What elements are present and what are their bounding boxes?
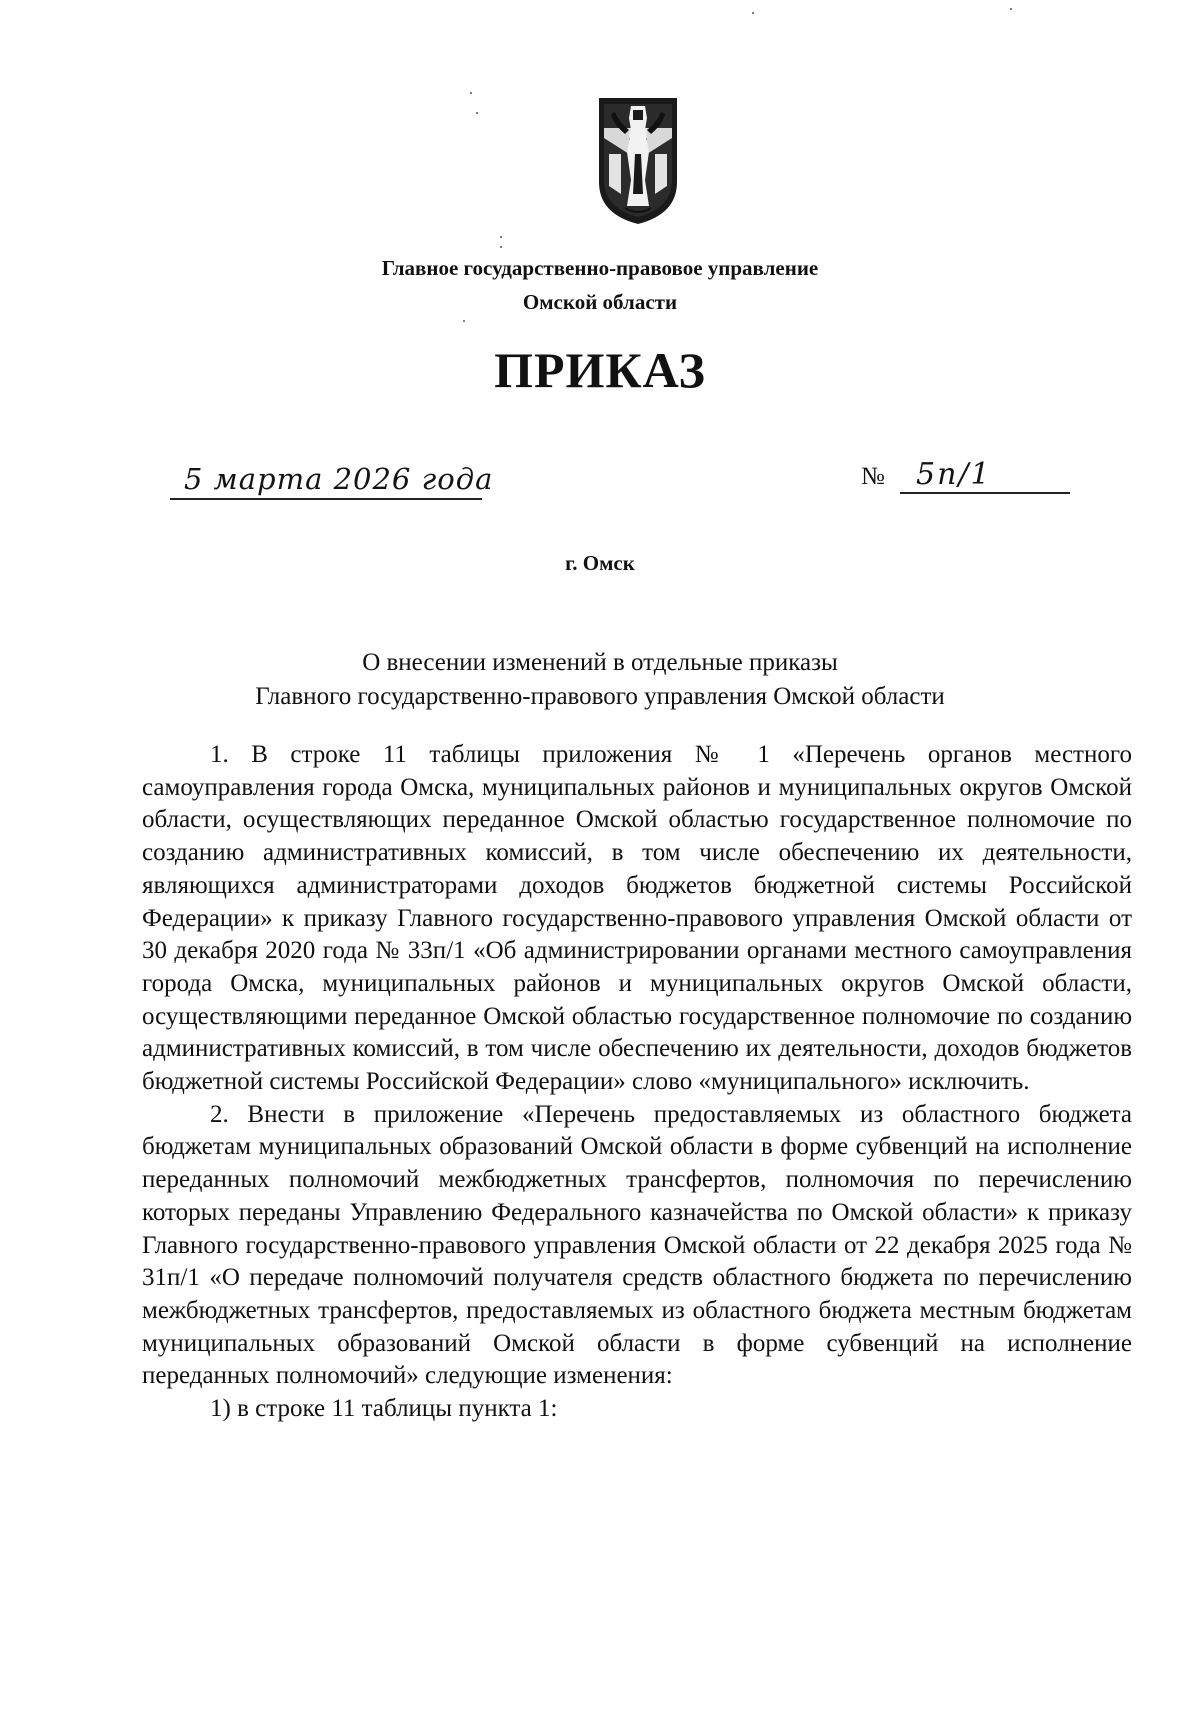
- body-paragraph-3: 1) в строке 11 таблицы пункта 1:: [210, 1395, 558, 1423]
- scan-speck: [1010, 8, 1012, 10]
- coat-of-arms-icon: [595, 94, 681, 228]
- handwritten-number: 5п/1: [916, 457, 992, 492]
- number-field: [900, 452, 1070, 494]
- document-type-title: ПРИКАЗ: [494, 342, 706, 398]
- subject-line-2: Главного государственно-правового управления Омской области: [255, 683, 945, 710]
- scan-speck: [470, 92, 472, 94]
- city-line: г. Омск: [565, 551, 635, 575]
- scan-speck: [752, 12, 754, 14]
- scan-speck: [500, 236, 502, 238]
- scan-speck: [500, 246, 502, 248]
- handwritten-date: 5 марта 2026 года: [184, 462, 494, 496]
- document-body: [142, 739, 1132, 1426]
- number-label: №: [861, 463, 885, 490]
- scan-speck: [463, 320, 465, 322]
- scan-speck: [476, 112, 478, 114]
- document-subject: [0, 646, 1200, 714]
- organization-name-line-2: Омской области: [522, 290, 678, 314]
- date-field: [170, 452, 494, 500]
- body-paragraph-1: 1. В строке 11 таблицы приложения № 1 «Перечень органов местного самоуправления города Омска, муниципальных районов и муниципальных округов Омской области, осуществляющих переданное Омской областью государственное полномочие по созданию административных комиссий, в том числе обеспечению их деятельности, являющихся администраторами доходов бюджетов бюджетной системы Российской Федерации» к приказу Главного государственно-правового управления Омской области от 30 декабря 2020 года № 33п/1 «Об администрировании органами местного самоуправления города Омска, муниципальных районов и муниципальных округов Омской области, осуществляющими переданное Омской областью государственное полномочие по созданию административных комиссий, в том числе обеспечению их деятельности, доходов бюджетов бюджетной системы Российской Федерации» слово «муниципального» исключить.: [142, 741, 1132, 1096]
- subject-line-1: О внесении изменений в отдельные приказы: [362, 649, 838, 676]
- body-paragraph-2: 2. Внести в приложение «Перечень предоставляемых из областного бюджета бюджетам муниципальных образований Омской области в форме субвенций на исполнение переданных полномочий межбюджетных трансфертов, полномочия по перечислению которых переданы Управлению Федерального казначейства по Омской области» к приказу Главного государственно-правового управления Омской области от 22 декабря 2025 года № 31п/1 «О передаче полномочий получателя средств областного бюджета по перечислению межбюджетных трансфертов, предоставляемых из областного бюджета местным бюджетам муниципальных образований Омской области в форме субвенций на исполнение переданных полномочий» следующие изменения:: [142, 1100, 1132, 1390]
- organization-name-line-1: Главное государственно-правовое управление: [381, 256, 819, 280]
